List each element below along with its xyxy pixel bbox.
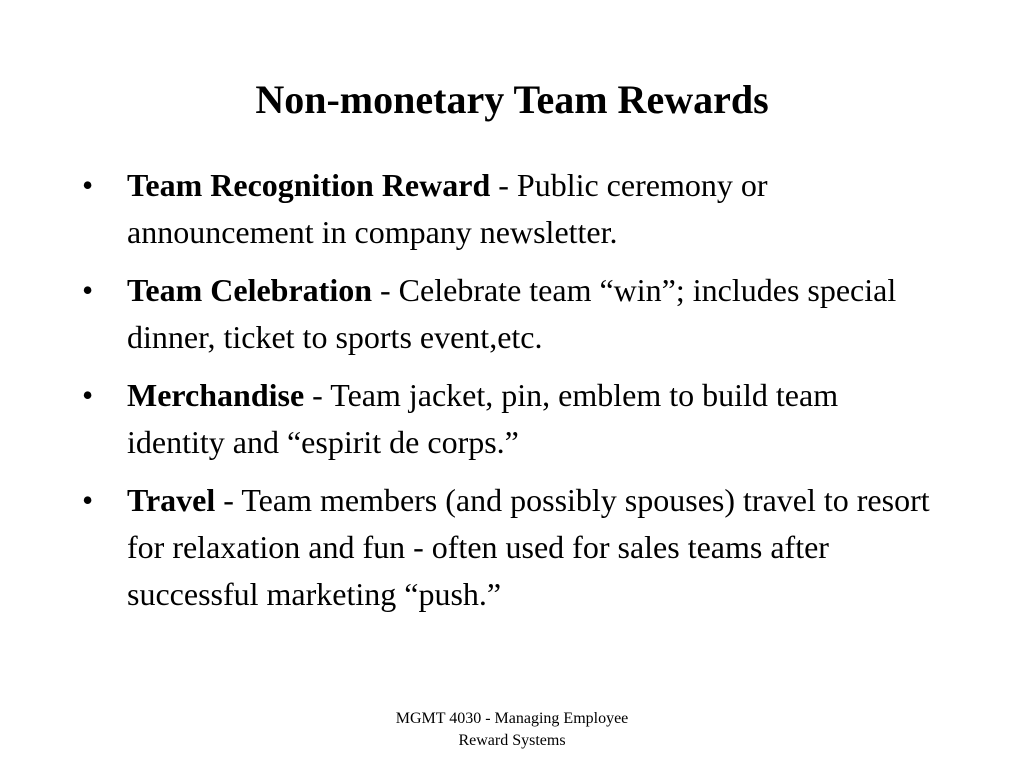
bullet-item-travel	[82, 477, 942, 618]
bullet-term: Travel	[127, 482, 216, 518]
bullet-text: - Team jacket, pin, emblem to build team identity and “espirit de corps.”	[127, 377, 839, 460]
bullet-term: Merchandise	[127, 377, 305, 413]
bullet-term: Team Celebration	[127, 272, 373, 308]
bullet-item-team-recognition-reward	[82, 162, 942, 256]
footer-line-1: MGMT 4030 - Managing Employee	[395, 710, 629, 727]
bullet-icon: •	[82, 482, 94, 518]
bullet-text: - Celebrate team “win”; includes special dinner, ticket to sports event,etc.	[127, 272, 897, 355]
bullet-text: - Public ceremony or announcement in company newsletter.	[127, 167, 768, 250]
bullet-item-merchandise	[82, 372, 942, 466]
bullet-icon: •	[82, 272, 94, 308]
bullet-text: - Team members (and possibly spouses) travel to resort for relaxation and fun - often used for sales teams after successful marketing “push.”	[127, 482, 930, 612]
bullet-list	[82, 162, 942, 629]
bullet-item-team-celebration	[82, 267, 942, 361]
footer-line-2: Reward Systems	[458, 732, 566, 749]
bullet-icon: •	[82, 377, 94, 413]
bullet-icon: •	[82, 167, 94, 203]
slide-footer	[312, 708, 712, 752]
slide-title: Non-monetary Team Rewards	[255, 77, 769, 122]
bullet-term: Team Recognition Reward	[127, 167, 491, 203]
